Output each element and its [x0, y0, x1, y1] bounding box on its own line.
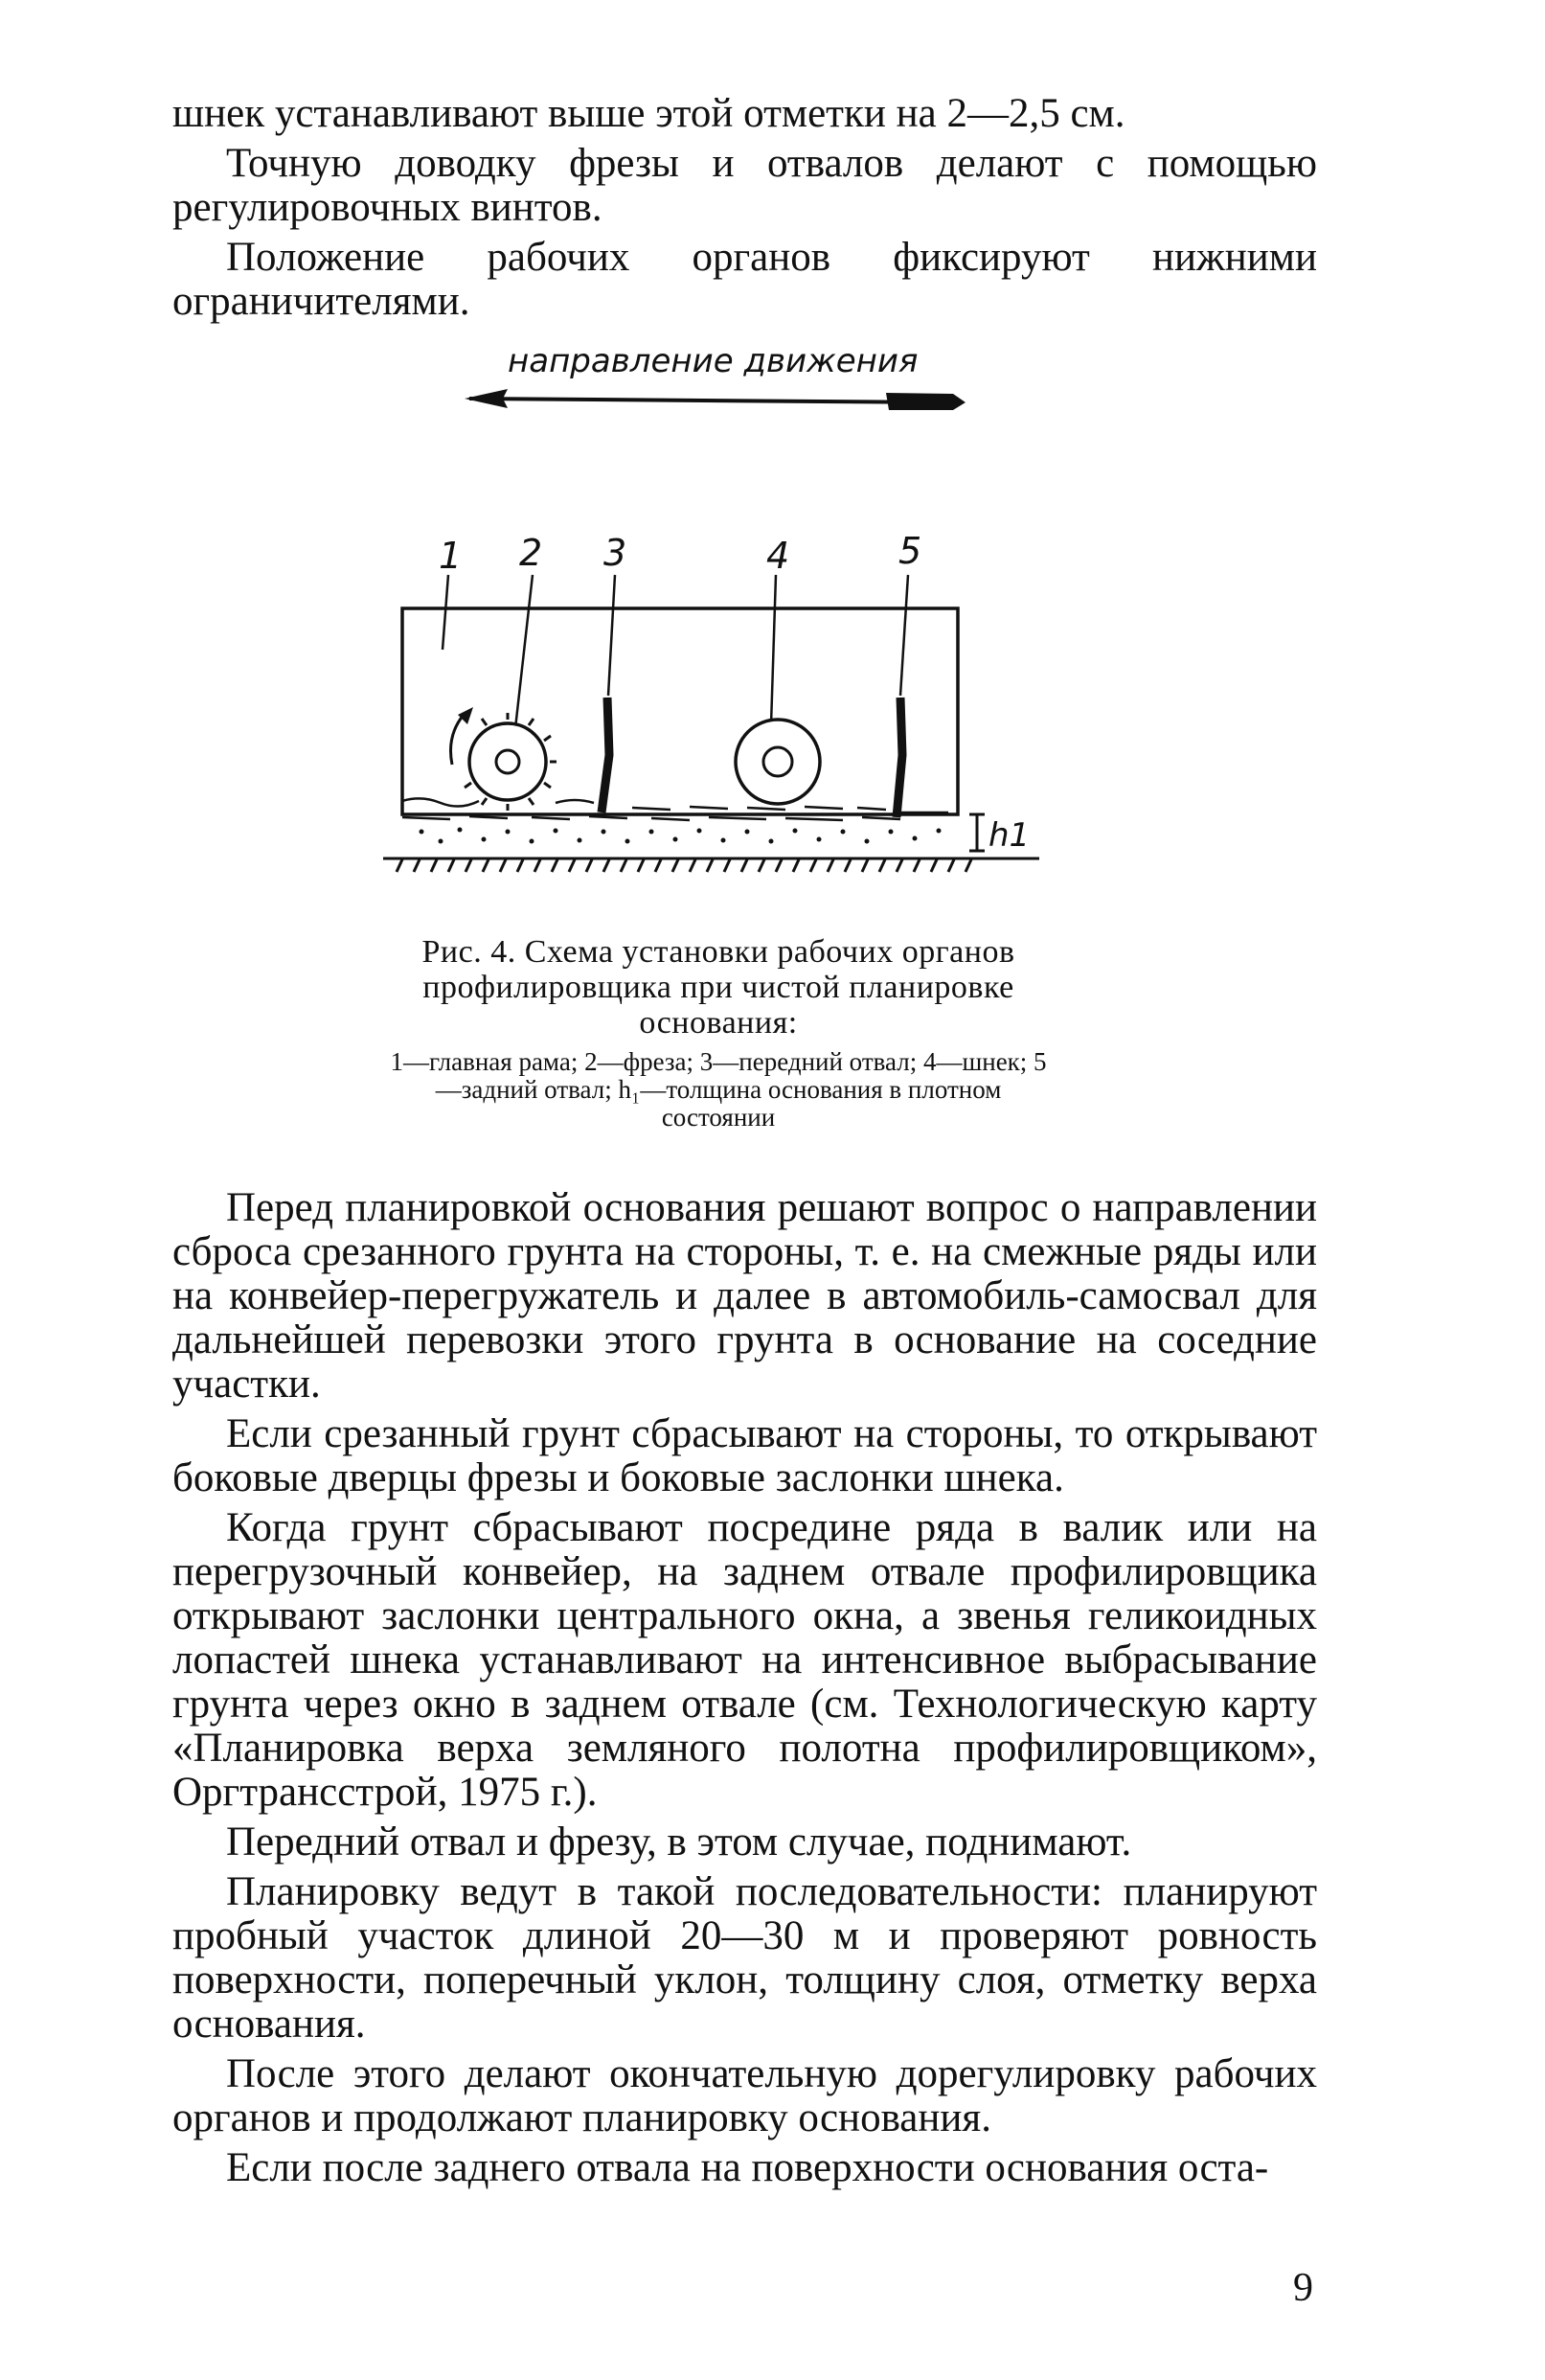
paragraph-raise-blade: Передний отвал и фрезу, в этом случае, поднимают. — [226, 1819, 1132, 1865]
paragraph-fixation: Положение рабочих органов фиксируют нижними ограничителями. — [172, 235, 1317, 324]
caption-legend: 1—главная рама; 2—фреза; 3—передний отвал; 4—шнек; 5—задний отвал; h₁—толщина основания в плотном состоянии — [390, 1047, 1047, 1132]
direction-arrow-icon — [465, 389, 966, 410]
machine-scheme — [364, 333, 1092, 889]
paragraph-final-adjustment: После этого делают окончательную дорегулировку рабочих органов и продолжают планировку основания. — [172, 2051, 1317, 2140]
thickness-marker — [969, 814, 985, 851]
rear-blade — [897, 698, 902, 817]
paragraph-adjustment: Точную доводку фрезы и отвалов делают с помощью регулировочных винтов. — [172, 141, 1317, 230]
body-text-block — [172, 1186, 1317, 2190]
direction-label: направление движения — [508, 342, 919, 380]
label-5: 5 — [898, 530, 922, 572]
label-2: 2 — [519, 532, 543, 574]
paragraph-dumping-direction: Перед планировкой основания решают вопрос о направлении сброса срезанного грунта на стороны, т. е. на смежные ряды или на конвейер-перегружатель и далее в автомобиль-самосвал для дальнейшей перевозки этого грунта в основание на соседние участки. — [172, 1185, 1317, 1407]
label-1: 1 — [439, 535, 463, 577]
auger — [736, 720, 820, 804]
paragraph-continuation: шнек устанавливают выше этой отметки на 2—2,5 см. — [172, 91, 1125, 136]
paragraph-continues: Если после заднего отвала на поверхности основания оста- — [226, 2145, 1269, 2190]
figure-4-diagram — [364, 333, 1092, 889]
front-blade — [602, 698, 609, 812]
caption-title: Рис. 4. Схема установки рабочих органов профилировщика при чистой планировке основания: — [421, 934, 1015, 1041]
page-number: 9 — [1293, 2266, 1313, 2310]
label-4: 4 — [766, 535, 790, 577]
base-layer — [420, 828, 942, 844]
paragraph-side-dumping: Если срезанный грунт сбрасывают на стороны, то открывают боковые дверцы фрезы и боковые заслонки шнека. — [172, 1411, 1317, 1500]
ground-line — [383, 858, 1039, 872]
label-3: 3 — [603, 532, 627, 574]
paragraph-center-dumping: Когда грунт сбрасывают посредине ряда в валик или на перегрузочный конвейер, на заднем отвале профилировщика открывают заслонки центрального окна, а звенья геликоидных лопастей шнека устанавливают на интенсивное выбрасывание грунта через окно в заднем отвале (см. Технологическую карту «Планировка верха земляного полотна профилировщиком», Оргтрансстрой, 1975 г.). — [172, 1505, 1317, 1815]
top-text-block — [172, 92, 1317, 324]
paragraph-sequence: Планировку ведут в такой последовательности: планируют пробный участок длиной 20—30 м и проверяют ровность поверхности, поперечный уклон, толщину слоя, отметку верха основания. — [172, 1869, 1317, 2047]
figure-caption — [383, 934, 1054, 1132]
thickness-label: h1 — [988, 816, 1031, 855]
cutter-drum — [451, 707, 557, 811]
